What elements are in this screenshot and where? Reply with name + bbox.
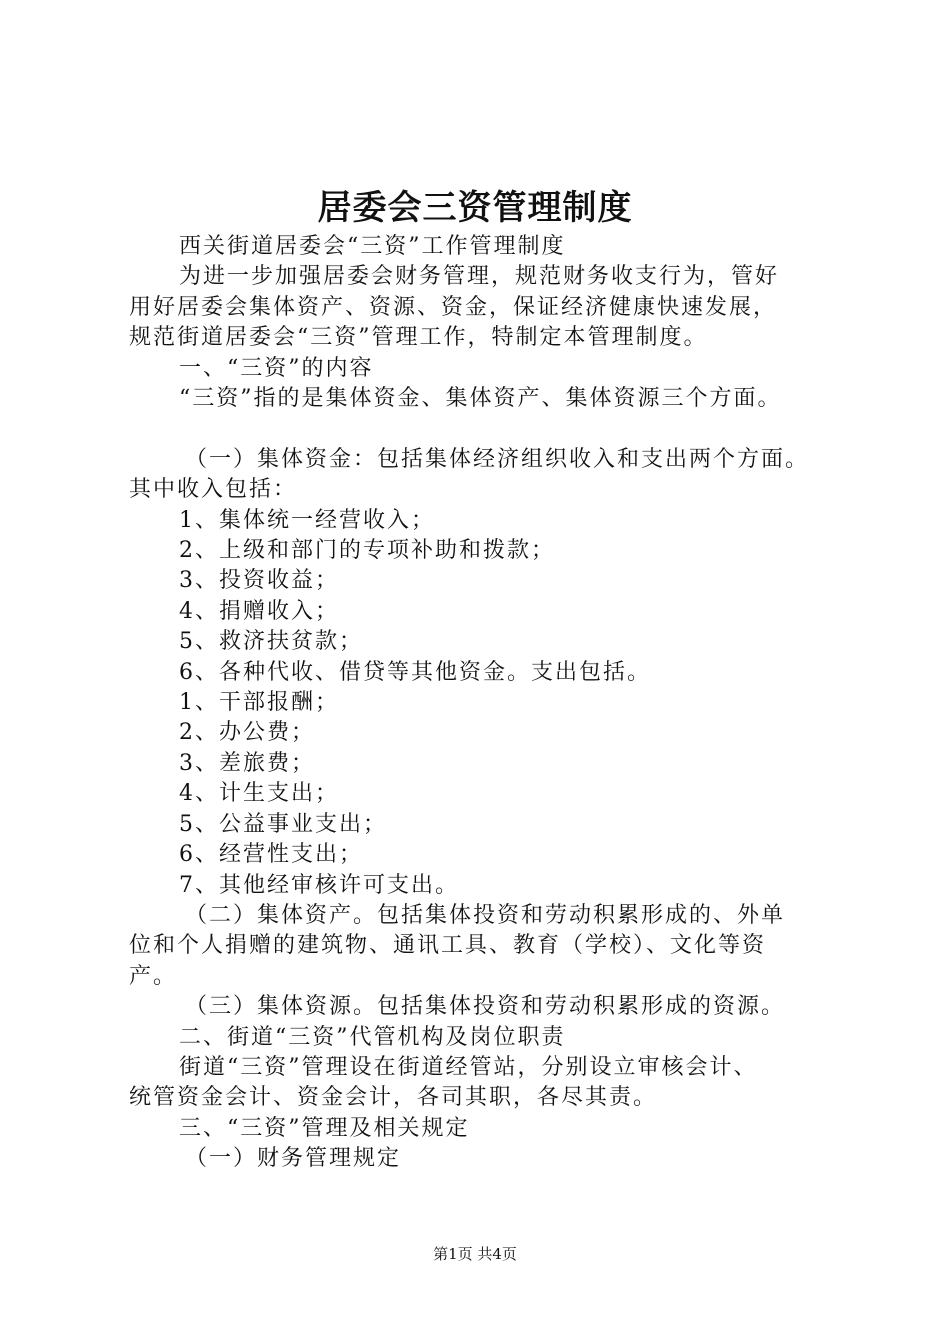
list-item: 5、公益事业支出； [179, 811, 387, 837]
list-item: 1、干部报酬； [179, 690, 339, 716]
paragraph-line: 其中收入包括： [129, 477, 298, 503]
paragraph-line: （二）集体资产。包括集体投资和劳动积累形成的、外单 [185, 902, 786, 928]
paragraph-line: “三资”指的是集体资金、集体资产、集体资源三个方面。 [179, 386, 782, 412]
blank-line [129, 414, 849, 444]
paragraph-line: 统管资金会计、资金会计，各司其职，各尽其责。 [129, 1085, 658, 1111]
document-title: 居委会三资管理制度 [317, 188, 633, 228]
list-item: 3、差旅费； [179, 750, 315, 776]
list-item: 4、计生支出； [179, 781, 339, 807]
paragraph-line: 规范街道居委会“三资”管理工作，特制定本管理制度。 [129, 325, 708, 351]
paragraph-line: （三）集体资源。包括集体投资和劳动积累形成的资源。 [185, 994, 786, 1020]
list-item: 7、其他经审核许可支出。 [179, 872, 459, 898]
document-body [129, 232, 849, 1175]
list-item: 2、上级和部门的专项补助和拨款； [179, 538, 555, 564]
section-heading: 三、“三资”管理及相关规定 [179, 1115, 470, 1141]
paragraph-line: 用好居委会集体资产、资源、资金，保证经济健康快速发展， [129, 294, 778, 320]
subsection-heading: （一）财务管理规定 [185, 1146, 402, 1172]
list-item: 3、投资收益； [179, 568, 339, 594]
paragraph-line: （一）集体资金：包括集体经济组织收入和支出两个方面。 [185, 446, 810, 472]
list-item: 4、捐赠收入； [179, 598, 339, 624]
subtitle-line: 西关街道居委会“三资”工作管理制度 [179, 234, 566, 259]
paragraph-line: 为进一步加强居委会财务管理，规范财务收支行为，管好 [179, 264, 780, 290]
list-item: 1、集体统一经营收入； [179, 507, 435, 533]
list-item: 2、办公费； [179, 720, 315, 746]
page-footer: 第1页 共4页 [433, 1245, 517, 1263]
section-heading: 一、“三资”的内容 [179, 355, 374, 381]
list-item: 6、经营性支出； [179, 842, 363, 868]
paragraph-line: 产。 [129, 963, 178, 989]
paragraph-line: 位和个人捐赠的建筑物、通讯工具、教育（学校）、文化等资 [129, 933, 767, 959]
list-item: 6、各种代收、借贷等其他资金。支出包括。 [179, 659, 651, 685]
section-heading: 二、街道“三资”代管机构及岗位职责 [179, 1024, 566, 1050]
list-item: 5、救济扶贫款； [179, 629, 363, 655]
paragraph-line: 街道“三资”管理设在街道经管站，分别设立审核会计、 [179, 1054, 758, 1080]
